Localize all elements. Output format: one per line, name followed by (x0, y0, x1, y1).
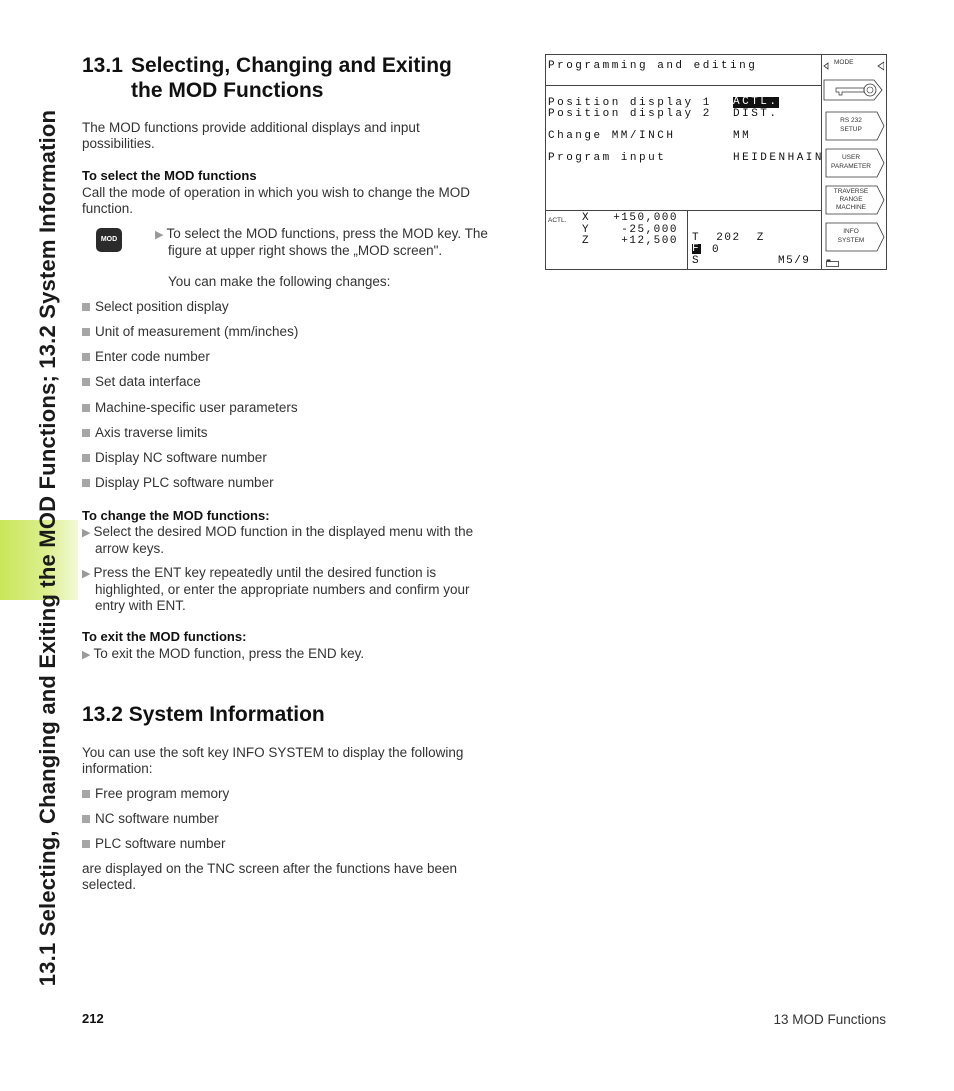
list-item: PLC software number (82, 836, 229, 861)
spindle-label: S (692, 255, 702, 267)
intro-line: You can use the soft key INFO SYSTEM to display the following (82, 745, 464, 760)
arrow-icon: ▶ (155, 229, 164, 241)
list-item: Display NC software number (82, 450, 298, 475)
exit-step (82, 646, 364, 663)
mode-softkey[interactable] (822, 58, 884, 108)
section-13-1-heading (82, 53, 502, 103)
step-line: arrow keys. (95, 541, 165, 556)
section-13-2-heading: 13.2 System Information (82, 703, 325, 726)
list-item: Set data interface (82, 374, 298, 400)
exit-heading: To exit the MOD functions: (82, 629, 247, 644)
traverse-range-softkey[interactable] (825, 185, 885, 215)
softkey-label: SETUP (840, 126, 862, 133)
axis-x-label: X (582, 212, 592, 224)
axis-z-value: +12,500 (621, 235, 678, 247)
info-list (82, 786, 229, 861)
axis-x-value: +150,000 (613, 212, 678, 224)
mod-key-icon: MOD (96, 228, 122, 252)
list-item: Display PLC software number (82, 475, 298, 500)
pos2-label: Position display 2 (548, 108, 712, 120)
tool-line: T 202 Z (692, 232, 765, 244)
pos1-label: Position display 1 (548, 97, 712, 109)
actl-tag: ACTL. (548, 217, 567, 224)
feed-label: F (692, 243, 702, 255)
list-item: Machine-specific user parameters (82, 400, 298, 425)
change-heading: To change the MOD functions: (82, 508, 270, 523)
softkey-label: INFO (843, 228, 859, 235)
axis-y-label: Y (582, 223, 592, 236)
user-parameter-softkey[interactable] (825, 148, 885, 178)
intro-line: possibilities. (82, 136, 155, 151)
intro-line: information: (82, 761, 153, 776)
list-item: Enter code number (82, 349, 298, 374)
list-item: Unit of measurement (mm/inches) (82, 324, 298, 349)
level-indicator-icon (826, 259, 840, 267)
section2-outro (82, 861, 457, 893)
step-line: highlighted, or enter the appropriate numbers and confirm your (95, 582, 470, 597)
select-line: Call the mode of operation in which you wish to change the MOD (82, 185, 470, 200)
prog-value: HEIDENHAIN (733, 152, 825, 164)
list-item: Axis traverse limits (82, 425, 298, 450)
select-line: function. (82, 201, 134, 216)
outro-line: selected. (82, 877, 137, 892)
key-icon (822, 58, 884, 108)
softkey-label: PARAMETER (831, 163, 871, 170)
axis-z-label: Z (582, 235, 592, 247)
mod-step (155, 226, 488, 259)
section-title-line2: the MOD Functions (131, 79, 324, 102)
change-step-1 (82, 524, 473, 557)
pos1-value: ACTL. (733, 96, 779, 108)
step-line: Press the ENT key repeatedly until the desired function is (93, 565, 437, 580)
softkey-label: MACHINE (836, 204, 866, 211)
mm-label: Change MM/INCH (548, 130, 676, 142)
arrow-icon: ▶ (82, 568, 91, 580)
mm-value: MM (733, 130, 752, 142)
changes-intro: You can make the following changes: (168, 274, 391, 289)
sidebar-title: 13.1 Selecting, Changing and Exiting the MOD Functions; 13.2 System Information (35, 109, 60, 987)
step-line: To exit the MOD function, press the END key. (93, 646, 365, 661)
step-line: Select the desired MOD function in the displayed menu with the (93, 524, 474, 539)
prog-label: Program input (548, 152, 667, 164)
softkey-label: RANGE (839, 196, 863, 203)
softkey-label: TRAVERSE (833, 188, 869, 195)
axis-y-value: -25,000 (621, 223, 678, 236)
chapter-footer: 13 MOD Functions (773, 1012, 886, 1027)
mod-step-line: figure at upper right shows the „MOD screen". (168, 243, 443, 258)
page-number: 212 (82, 1011, 104, 1026)
list-item: NC software number (82, 811, 229, 836)
divider (687, 210, 688, 269)
mode-label: MODE (834, 59, 854, 66)
feed-value: 0 (712, 244, 722, 256)
section-number: 13.1 (82, 54, 123, 77)
divider (546, 210, 821, 211)
intro-text (82, 120, 420, 152)
m-value: M5/9 (778, 255, 811, 267)
section2-intro (82, 745, 463, 777)
list-item: Free program memory (82, 786, 229, 811)
chapter-sidebar (0, 0, 78, 1091)
pos2-value: DIST. (733, 108, 779, 120)
list-item: Select position display (82, 299, 298, 324)
rs232-setup-softkey[interactable] (825, 111, 885, 141)
change-step-2 (82, 565, 469, 614)
mod-step-line: To select the MOD functions, press the MOD key. The (166, 226, 488, 241)
section-title-line1: Selecting, Changing and Exiting (131, 54, 452, 77)
intro-line: The MOD functions provide additional displays and input (82, 120, 420, 135)
outro-line: are displayed on the TNC screen after the functions have been (82, 861, 457, 876)
changes-list (82, 299, 298, 500)
arrow-icon: ▶ (82, 527, 91, 539)
softkey-label: SYSTEM (837, 237, 865, 244)
info-system-softkey[interactable] (825, 222, 885, 252)
arrow-icon: ▶ (82, 649, 91, 661)
softkey-label: USER (841, 154, 861, 161)
softkey-label: RS 232 (840, 117, 862, 124)
select-text (82, 185, 470, 217)
mode-title: Programming and editing (548, 60, 758, 72)
select-heading: To select the MOD functions (82, 168, 257, 183)
step-line: entry with ENT. (95, 598, 186, 613)
divider (546, 85, 821, 86)
